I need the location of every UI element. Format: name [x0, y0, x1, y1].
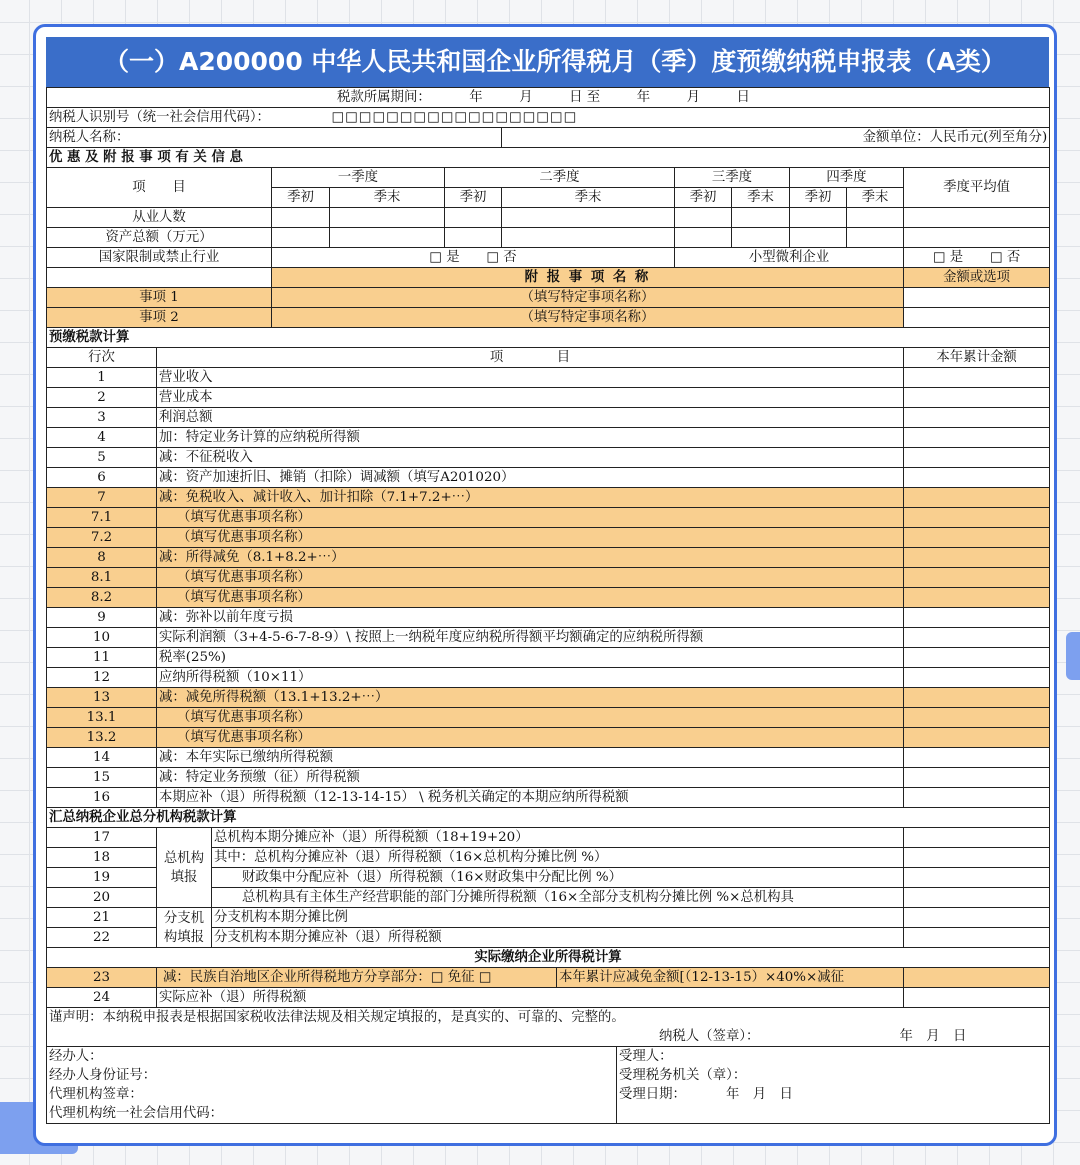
- row-text: 本期应补（退）所得税额（12-13-14-15） \ 税务机关确定的本期应纳所得税额: [157, 788, 904, 808]
- branch-row-21: [47, 908, 1050, 928]
- row-amount[interactable]: [904, 928, 1050, 948]
- row-number: 6: [47, 468, 157, 488]
- calc-row: [47, 708, 1050, 728]
- attach-value-header: 金额或选项: [904, 268, 1050, 288]
- row-number: 21: [47, 908, 157, 928]
- q1-end: 季末: [330, 188, 445, 208]
- row-number: 7: [47, 488, 157, 508]
- row-amount[interactable]: [904, 428, 1050, 448]
- branch-label: 分支机构填报: [157, 908, 212, 948]
- row-number: 11: [47, 648, 157, 668]
- calc-row: [47, 628, 1050, 648]
- q4-end: 季末: [847, 188, 904, 208]
- section1-title-row: [47, 148, 1050, 168]
- quarter-header-row: [47, 168, 1050, 188]
- row-number: 19: [47, 868, 157, 888]
- declaration-date: 年 月 日: [899, 1029, 967, 1044]
- row-number: 4: [47, 428, 157, 448]
- signature-row: [47, 1027, 1050, 1047]
- calc-row: [47, 468, 1050, 488]
- small-enterprise-yes-no[interactable]: □ 是 □ 否: [904, 248, 1050, 268]
- attach-item-1-row: [47, 288, 1050, 308]
- calc-row: [47, 548, 1050, 568]
- employees-row: [47, 208, 1050, 228]
- row-number: 13.1: [47, 708, 157, 728]
- row-number: 8.1: [47, 568, 157, 588]
- amount-unit: 金额单位：人民币元(列至角分): [502, 128, 1050, 148]
- row-23: [47, 968, 1050, 988]
- row-amount[interactable]: [904, 888, 1050, 908]
- calc-row: [47, 428, 1050, 448]
- footer-table: [46, 1046, 1050, 1124]
- calc-row: [47, 688, 1050, 708]
- taxpayer-id-label: 纳税人识别号（统一社会信用代码）：: [47, 108, 330, 128]
- receiver-label[interactable]: 受理人：: [617, 1047, 1050, 1067]
- calc-row: [47, 668, 1050, 688]
- row-number: 15: [47, 768, 157, 788]
- row-number: 17: [47, 828, 157, 848]
- branch-row-17: [47, 828, 1050, 848]
- employees-label: 从业人数: [47, 208, 272, 228]
- row-amount[interactable]: [904, 748, 1050, 768]
- row-24: [47, 988, 1050, 1008]
- agent-id-label[interactable]: 经办人身份证号：: [47, 1066, 617, 1085]
- row-text: 分支机构本期分摊比例: [212, 908, 904, 928]
- row-hint[interactable]: （填写优惠事项名称）: [157, 728, 904, 748]
- taxpayer-sign-label: 纳税人（签章）：: [659, 1029, 760, 1044]
- row-text: 分支机构本期分摊应补（退）所得税额: [212, 928, 904, 948]
- agency-code-label[interactable]: 代理机构统一社会信用代码：: [47, 1104, 617, 1124]
- calc-row: [47, 748, 1050, 768]
- col-row-header: 行次: [47, 348, 157, 368]
- branch-table: [46, 807, 1050, 948]
- row-amount[interactable]: [904, 368, 1050, 388]
- row-text: 总机构本期分摊应补（退）所得税额（18+19+20）: [212, 828, 904, 848]
- col-amount-header: 本年累计金额: [904, 348, 1050, 368]
- row-number: 23: [47, 968, 157, 988]
- section2-title-row: [47, 328, 1050, 348]
- agency-seal-label[interactable]: 代理机构签章：: [47, 1085, 617, 1104]
- assets-row: [47, 228, 1050, 248]
- quarter-avg-header: 季度平均值: [904, 168, 1050, 208]
- q2-end: 季末: [502, 188, 675, 208]
- row-number: 10: [47, 628, 157, 648]
- calc-table: [46, 367, 1050, 808]
- row-text: 其中：总机构分摊应补（退）所得税额（16×总机构分摊比例 %）: [212, 848, 904, 868]
- row-amount[interactable]: [904, 868, 1050, 888]
- restricted-yes-no[interactable]: □ 是 □ 否: [272, 248, 675, 268]
- row-amount[interactable]: [904, 448, 1050, 468]
- q4-begin: 季初: [790, 188, 847, 208]
- row-number: 13.2: [47, 728, 157, 748]
- side-tab-right[interactable]: [1066, 632, 1080, 680]
- row-amount[interactable]: [904, 988, 1050, 1008]
- quarter-1-header: 一季度: [272, 168, 445, 188]
- row-text: 财政集中分配应补（退）所得税额（16×财政集中分配比例 %）: [212, 868, 904, 888]
- row-number: 9: [47, 608, 157, 628]
- tax-office-label[interactable]: 受理税务机关（章）：: [617, 1066, 1050, 1085]
- calc-row: [47, 408, 1050, 428]
- period-year-1: 年: [469, 90, 483, 105]
- row-hint[interactable]: （填写优惠事项名称）: [157, 508, 904, 528]
- attach-item-2-row: [47, 308, 1050, 328]
- period-day-2: 日: [736, 90, 750, 105]
- section2-title: 预缴税款计算: [47, 328, 1050, 348]
- section2-header-row: [47, 348, 1050, 368]
- row-amount[interactable]: [904, 968, 1050, 988]
- section1-title: 优 惠 及 附 报 事 项 有 关 信 息: [47, 148, 1050, 168]
- taxpayer-name-label[interactable]: 纳税人名称：: [47, 128, 502, 148]
- row-amount[interactable]: [904, 548, 1050, 568]
- row-amount[interactable]: [904, 388, 1050, 408]
- calc-row: [47, 648, 1050, 668]
- taxpayer-name-row: [47, 128, 1050, 148]
- row-text: 减：资产加速折旧、摊销（扣除）调减额（填写A201020）: [157, 468, 904, 488]
- attach-item-1-hint[interactable]: （填写特定事项名称）: [272, 288, 904, 308]
- row-amount[interactable]: [904, 608, 1050, 628]
- attach-item-2-label: 事项 2: [47, 308, 272, 328]
- section3-title: 汇总纳税企业总分机构税款计算: [47, 808, 1050, 828]
- row-number: 22: [47, 928, 157, 948]
- agent-label[interactable]: 经办人：: [47, 1047, 617, 1067]
- row-number: 14: [47, 748, 157, 768]
- attach-item-2-hint[interactable]: （填写特定事项名称）: [272, 308, 904, 328]
- row-text: 加：特定业务计算的应纳税所得额: [157, 428, 904, 448]
- form-table: [46, 87, 1050, 368]
- attach-header-row: [47, 268, 1050, 288]
- row-amount[interactable]: [904, 408, 1050, 428]
- period-label: 税款所属期间：: [337, 90, 431, 105]
- row-text: 减：特定业务预缴（征）所得税额: [157, 768, 904, 788]
- declaration-row: [47, 1008, 1050, 1028]
- small-enterprise-label: 小型微利企业: [675, 248, 904, 268]
- calc-row: [47, 508, 1050, 528]
- calc-row: [47, 528, 1050, 548]
- calc-row: [47, 568, 1050, 588]
- assets-label: 资产总额（万元）: [47, 228, 272, 248]
- item-header: 项 目: [47, 168, 272, 208]
- row-number: 20: [47, 888, 157, 908]
- row-amount[interactable]: [904, 628, 1050, 648]
- row-number: 24: [47, 988, 157, 1008]
- q3-begin: 季初: [675, 188, 732, 208]
- row-text: 减：所得减免（8.1+8.2+⋯）: [157, 548, 904, 568]
- row-amount[interactable]: [904, 508, 1050, 528]
- calc-row: [47, 608, 1050, 628]
- row-text: 应纳所得税额（10×11）: [157, 668, 904, 688]
- quarter-2-header: 二季度: [445, 168, 675, 188]
- row-amount[interactable]: [904, 588, 1050, 608]
- row-amount[interactable]: [904, 688, 1050, 708]
- restricted-label: 国家限制或禁止行业: [47, 248, 272, 268]
- row-amount[interactable]: [904, 728, 1050, 748]
- section4-title-row: [47, 948, 1050, 968]
- row-amount[interactable]: [904, 568, 1050, 588]
- document-frame: [33, 24, 1057, 1146]
- row-text: 实际利润额（3+4-5-6-7-8-9）\ 按照上一纳税年度应纳税所得额平均额确定的应纳税所得额: [157, 628, 904, 648]
- row-amount[interactable]: [904, 468, 1050, 488]
- row-number: 8: [47, 548, 157, 568]
- row-hint[interactable]: （填写优惠事项名称）: [157, 708, 904, 728]
- row-text: 税率(25%): [157, 648, 904, 668]
- row-number: 8.2: [47, 588, 157, 608]
- period-row: [47, 88, 1050, 108]
- row-text: 减：免税收入、减计收入、加计扣除（7.1+7.2+⋯）: [157, 488, 904, 508]
- quarter-3-header: 三季度: [675, 168, 790, 188]
- row-text: 减：本年实际已缴纳所得税额: [157, 748, 904, 768]
- row-number: 13: [47, 688, 157, 708]
- row-number: 3: [47, 408, 157, 428]
- attach-header: 附 报 事 项 名 称: [272, 268, 904, 288]
- row-number: 5: [47, 448, 157, 468]
- form-title: （一）A200000 中华人民共和国企业所得税月（季）度预缴纳税申报表（A类）: [46, 37, 1049, 87]
- row-number: 1: [47, 368, 157, 388]
- row-text: 营业收入: [157, 368, 904, 388]
- row-text: 减：减免所得税额（13.1+13.2+⋯）: [157, 688, 904, 708]
- row-hint[interactable]: （填写优惠事项名称）: [157, 588, 904, 608]
- head-office-label: 总机构填报: [157, 828, 212, 908]
- taxpayer-id-row: [47, 108, 1050, 128]
- row-number: 18: [47, 848, 157, 868]
- receive-date-label: 受理日期：: [619, 1087, 686, 1102]
- attach-item-2-value[interactable]: [904, 308, 1050, 328]
- calc-row: [47, 388, 1050, 408]
- attach-item-1-value[interactable]: [904, 288, 1050, 308]
- row-amount[interactable]: [904, 528, 1050, 548]
- row-amount[interactable]: [904, 708, 1050, 728]
- row-amount[interactable]: [904, 648, 1050, 668]
- row-amount[interactable]: [904, 828, 1050, 848]
- calc-row: [47, 588, 1050, 608]
- calc-row: [47, 728, 1050, 748]
- calc-row: [47, 368, 1050, 388]
- row-text: 减：弥补以前年度亏损: [157, 608, 904, 628]
- calc-row: [47, 488, 1050, 508]
- row-amount[interactable]: [904, 768, 1050, 788]
- calc-row: [47, 788, 1050, 808]
- q3-end: 季末: [732, 188, 790, 208]
- quarter-4-header: 四季度: [790, 168, 904, 188]
- taxpayer-id-boxes[interactable]: □□□□□□□□□□□□□□□□□□: [330, 108, 1050, 128]
- row-24-text: 实际应补（退）所得税额: [157, 988, 904, 1008]
- row-hint[interactable]: （填写优惠事项名称）: [157, 568, 904, 588]
- row-23-text[interactable]: 减：民族自治地区企业所得税地方分享部分：□ 免征 □: [157, 968, 557, 988]
- declaration-text: 谨声明：本纳税申报表是根据国家税收法律法规及相关规定填报的，是真实的、可靠的、完整的。: [47, 1008, 1050, 1028]
- period-month-1: 月: [519, 90, 533, 105]
- row-amount[interactable]: [904, 908, 1050, 928]
- row-23-text-2: 本年累计应减免金额[（12-13-15）×40%×减征: [557, 968, 904, 988]
- attach-item-1-label: 事项 1: [47, 288, 272, 308]
- row-text: 利润总额: [157, 408, 904, 428]
- row-amount[interactable]: [904, 668, 1050, 688]
- tax-form-sheet: [46, 37, 1049, 1124]
- row-number: 2: [47, 388, 157, 408]
- q2-begin: 季初: [445, 188, 502, 208]
- row-amount[interactable]: [904, 488, 1050, 508]
- section3-title-row: [47, 808, 1050, 828]
- actual-tax-table: [46, 947, 1050, 1047]
- row-hint[interactable]: （填写优惠事项名称）: [157, 528, 904, 548]
- row-text: 营业成本: [157, 388, 904, 408]
- row-number: 16: [47, 788, 157, 808]
- row-amount[interactable]: [904, 848, 1050, 868]
- row-number: 7.1: [47, 508, 157, 528]
- section4-title: 实际缴纳企业所得税计算: [47, 948, 1050, 968]
- restricted-row: [47, 248, 1050, 268]
- period-month-2: 月: [686, 90, 700, 105]
- col-item-header: 项 目: [157, 348, 904, 368]
- q1-begin: 季初: [272, 188, 330, 208]
- calc-row: [47, 768, 1050, 788]
- row-number: 7.2: [47, 528, 157, 548]
- receive-date[interactable]: 年 月 日: [725, 1087, 793, 1102]
- row-amount[interactable]: [904, 788, 1050, 808]
- calc-row: [47, 448, 1050, 468]
- row-text: 减：不征税收入: [157, 448, 904, 468]
- row-text: 总机构具有主体生产经营职能的部门分摊所得税额（16×全部分支机构分摊比例 %×总机构具: [212, 888, 904, 908]
- row-number: 12: [47, 668, 157, 688]
- period-year-2: 年: [636, 90, 651, 105]
- period-day-to: 日 至: [569, 90, 601, 105]
